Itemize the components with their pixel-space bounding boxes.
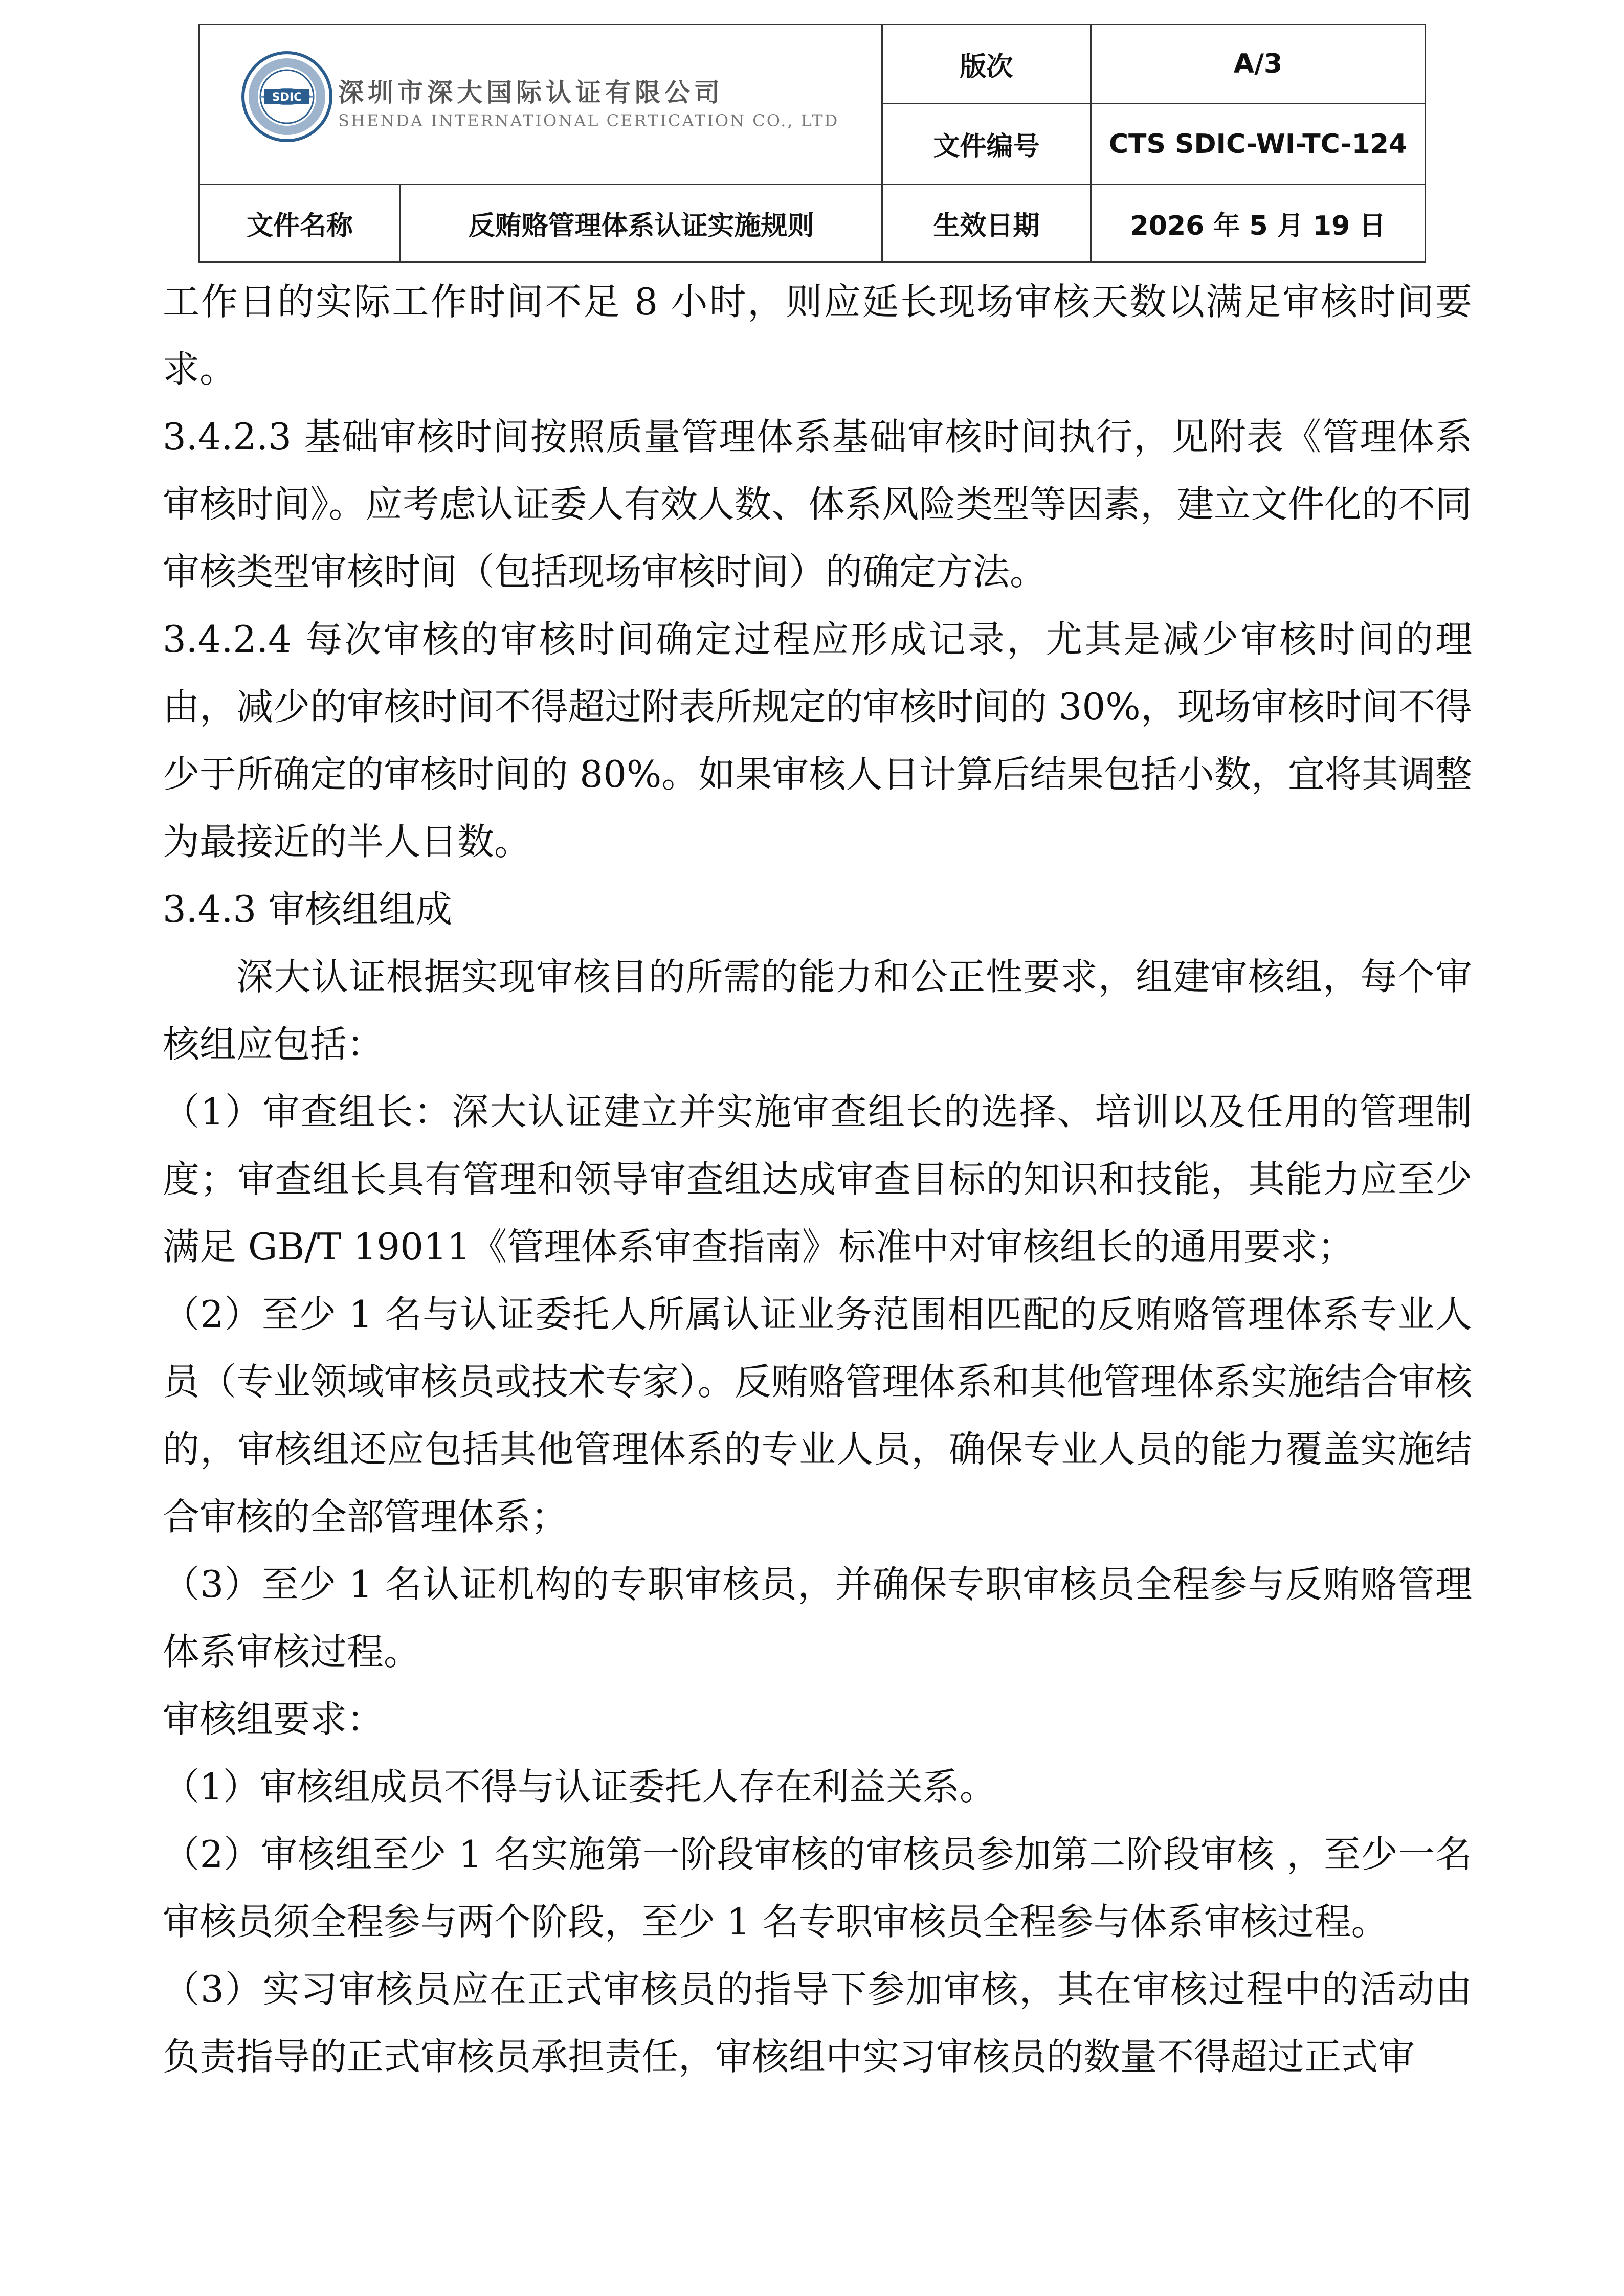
list-item: （3）至少 1 名认证机构的专职审核员，并确保专职审核员全程参与反贿赂管理体系审核过程。	[163, 1563, 1472, 1673]
doc-name-value: 反贿赂管理体系认证实施规则	[468, 211, 814, 241]
section-heading: 3.4.3 审核组组成	[163, 888, 453, 931]
paragraph: 深大认证根据实现审核目的所需的能力和公正性要求，组建审核组，每个审核组应包括：	[163, 955, 1472, 1066]
company-name-en: SHENDA INTERNATIONAL CERTICATION CO., LTD	[338, 111, 839, 130]
list-item: （2）审核组至少 1 名实施第一阶段审核的审核员参加第二阶段审核 ，至少一名审核员须全程参与两个阶段，至少 1 名专职审核员全程参与体系审核过程。	[163, 1833, 1472, 1943]
doc-number-value: CTS SDIC-WI-TC-124	[1108, 128, 1408, 160]
document-header-table	[198, 24, 1426, 263]
subheading: 审核组要求：	[163, 1698, 384, 1741]
list-item: （2）至少 1 名与认证委托人所属认证业务范围相匹配的反贿赂管理体系专业人员（专业领域审核员或技术专家）。反贿赂管理体系和其他管理体系实施结合审核的，审核组还应包括其他管理体系的专业人员，确保专业人员的能力覆盖实施结合审核的全部管理体系；	[163, 1293, 1472, 1538]
list-item: （3）实习审核员应在正式审核员的指导下参加审核，其在审核过程中的活动由负责指导的正式审核员承担责任，审核组中实习审核员的数量不得超过正式审	[163, 1968, 1472, 2078]
effective-date-value: 2026 年 5 月 19 日	[1130, 211, 1386, 241]
paragraph: 3.4.2.3 基础审核时间按照质量管理体系基础审核时间执行，见附表《管理体系审核时间》。应考虑认证委人有效人数、体系风险类型等因素，建立文件化的不同审核类型审核时间（包括现场审核时间）的确定方法。	[163, 415, 1472, 593]
doc-name-label: 文件名称	[246, 211, 353, 241]
list-item: （1）审核组成员不得与认证委托人存在利益关系。	[163, 1765, 996, 1808]
seal-text: SDIC	[272, 91, 302, 104]
doc-number-label: 文件编号	[933, 131, 1040, 162]
company-name-cn: 深圳市深大国际认证有限公司	[338, 78, 724, 107]
company-logo	[241, 51, 839, 184]
version-label: 版次	[960, 51, 1013, 82]
effective-date-label: 生效日期	[933, 211, 1040, 241]
document-body	[163, 268, 1472, 2090]
paragraph: 工作日的实际工作时间不足 8 小时，则应延长现场审核天数以满足审核时间要求。	[163, 280, 1472, 391]
version-value: A/3	[1233, 49, 1283, 79]
list-item: （1）审查组长：深大认证建立并实施审查组长的选择、培训以及任用的管理制度；审查组长具有管理和领导审查组达成审查目标的知识和技能，其能力应至少满足 GB/T 19011《管理体系审查指南》标准中对审核组长的通用要求；	[163, 1090, 1472, 1268]
paragraph: 3.4.2.4 每次审核的审核时间确定过程应形成记录，尤其是减少审核时间的理由，减少的审核时间不得超过附表所规定的审核时间的 30%，现场审核时间不得少于所确定的审核时间的 80%。如果审核人日计算后结果包括小数，宜将其调整为最接近的半人日数。	[163, 618, 1472, 863]
